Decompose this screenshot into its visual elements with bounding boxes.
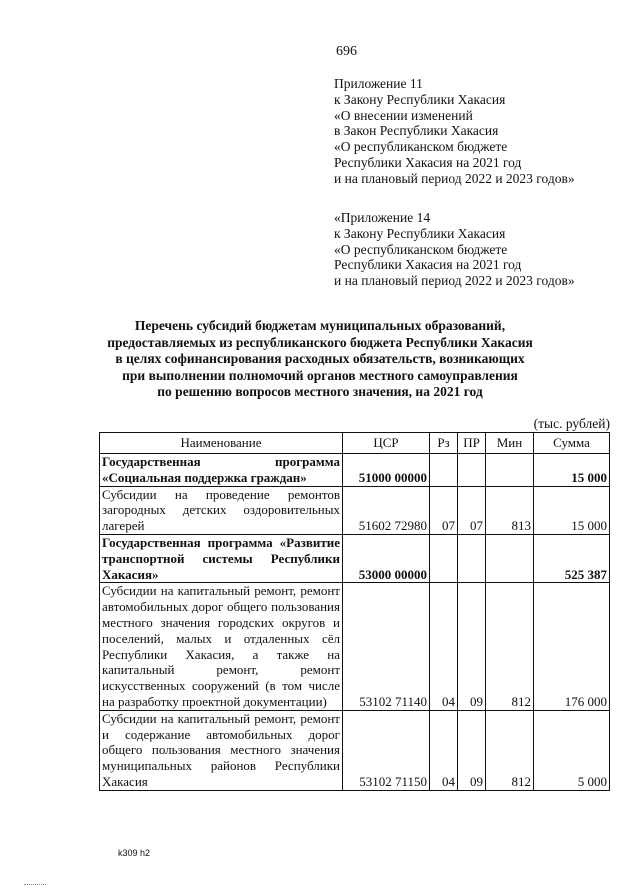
cell-pr bbox=[458, 454, 486, 487]
header-name: Наименование bbox=[100, 433, 343, 454]
appendix-11-header bbox=[334, 76, 575, 187]
table-row bbox=[100, 583, 610, 710]
cell-min: 812 bbox=[486, 710, 534, 790]
page-number: 696 bbox=[336, 44, 357, 59]
title-line: предоставляемых из республиканского бюджета Республики Хакасия bbox=[107, 334, 533, 350]
header-pr: ПР bbox=[458, 433, 486, 454]
cell-sum: 525 387 bbox=[534, 534, 610, 582]
cell-pr: 09 bbox=[458, 583, 486, 710]
cell-min: 813 bbox=[486, 486, 534, 534]
cell-min bbox=[486, 534, 534, 582]
subsidies-table bbox=[99, 432, 610, 791]
cell-sum: 15 000 bbox=[534, 454, 610, 487]
appendix-line: и на плановый период 2022 и 2023 годов» bbox=[334, 170, 575, 186]
cell-sum: 176 000 bbox=[534, 583, 610, 710]
table-row bbox=[100, 454, 610, 487]
cell-name: Государственная программа «Развитие транспортной системы Республики Хакасия» bbox=[100, 534, 343, 582]
table-row bbox=[100, 486, 610, 534]
header-rz: Рз bbox=[430, 433, 458, 454]
appendix-14-header bbox=[334, 210, 575, 289]
cell-pr: 07 bbox=[458, 486, 486, 534]
appendix-line: «Приложение 14 bbox=[334, 210, 431, 225]
title-line: по решению вопросов местного значения, на 2021 год bbox=[157, 384, 483, 400]
title-line: Перечень субсидий бюджетам муниципальных образований, bbox=[134, 318, 506, 333]
appendix-line: к Закону Республики Хакасия bbox=[334, 225, 506, 241]
cell-csr: 51000 00000 bbox=[343, 454, 430, 487]
cell-rz: 04 bbox=[430, 583, 458, 710]
appendix-line: «О внесении изменений bbox=[334, 107, 473, 123]
title-line: в целях софинансирования расходных обязательств, возникающих bbox=[115, 351, 525, 367]
cell-sum: 15 000 bbox=[534, 486, 610, 534]
cell-pr: 09 bbox=[458, 710, 486, 790]
table-header-row bbox=[100, 433, 610, 454]
document-title bbox=[70, 318, 570, 401]
appendix-line: «О республиканском бюджете bbox=[334, 139, 508, 155]
cell-name: Субсидии на капитальный ремонт, ремонт автомобильных дорог общего пользования местного значения городских округов и поселений, малых и отдаленных сёл Республики Хакасия, а также на капитальный ремонт, ремонт искусственных сооружений (в том числе на разработку проектной документации) bbox=[100, 583, 343, 710]
table-row bbox=[100, 710, 610, 790]
appendix-line: Приложение 11 bbox=[334, 76, 423, 91]
cell-pr bbox=[458, 534, 486, 582]
header-sum: Сумма bbox=[534, 433, 610, 454]
header-csr: ЦСР bbox=[343, 433, 430, 454]
appendix-line: Республики Хакасия на 2021 год bbox=[334, 154, 522, 170]
cell-min bbox=[486, 454, 534, 487]
table-row bbox=[100, 534, 610, 582]
scan-artifact bbox=[24, 884, 46, 885]
appendix-line: к Закону Республики Хакасия bbox=[334, 91, 506, 107]
appendix-line: Республики Хакасия на 2021 год bbox=[334, 257, 522, 273]
header-min: Мин bbox=[486, 433, 534, 454]
appendix-line: и на плановый период 2022 и 2023 годов» bbox=[334, 273, 575, 289]
cell-name: Государственная программа «Социальная поддержка граждан» bbox=[100, 454, 343, 487]
appendix-line: «О республиканском бюджете bbox=[334, 241, 508, 257]
title-line: при выполнении полномочий органов местного самоуправления bbox=[122, 367, 518, 383]
appendix-line: в Закон Республики Хакасия bbox=[334, 123, 499, 139]
cell-sum: 5 000 bbox=[534, 710, 610, 790]
cell-csr: 51602 72980 bbox=[343, 486, 430, 534]
cell-name: Субсидии на проведение ремонтов загородных детских оздоровительных лагерей bbox=[100, 486, 343, 534]
units-label: (тыс. рублей) bbox=[533, 416, 610, 431]
cell-min: 812 bbox=[486, 583, 534, 710]
cell-csr: 53000 00000 bbox=[343, 534, 430, 582]
cell-rz bbox=[430, 454, 458, 487]
cell-csr: 53102 71140 bbox=[343, 583, 430, 710]
cell-rz: 07 bbox=[430, 486, 458, 534]
cell-rz bbox=[430, 534, 458, 582]
cell-csr: 53102 71150 bbox=[343, 710, 430, 790]
footer-code: k309 h2 bbox=[118, 848, 151, 858]
cell-rz: 04 bbox=[430, 710, 458, 790]
cell-name: Субсидии на капитальный ремонт, ремонт и содержание автомобильных дорог общего пользования местного значения муниципальных районов Республики Хакасия bbox=[100, 710, 343, 790]
